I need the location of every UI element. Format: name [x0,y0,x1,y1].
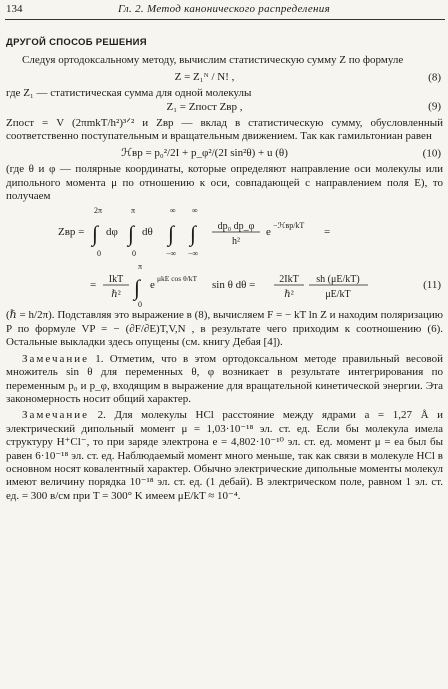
paragraph-intro: Следуя ортодоксальному методу, вычислим статистическую сумму Z по формуле [22,54,404,67]
eq11-line2-integral-upper: π [138,262,143,272]
equation-9-body: Z₁ = Zпост Zвр , [166,100,243,113]
equation-11-number: (11) [423,279,441,292]
note-2 [6,409,443,503]
paragraph-polar-coordinates: (где θ и φ — полярные координаты, которые определяют направление оси молекулы или дипольного момента μ по отношению к оси, совпадающей с направлением поля E), то получаем [6,163,443,203]
equation-8-number: (8) [428,70,441,83]
eq11-trailing-equals: = [324,226,331,239]
eq11-line2-equals: = [90,279,97,292]
equation-9-number: (9) [428,100,441,113]
integral-p0-upper: ∞ [170,206,176,216]
eq11-line2-exponential-base: e [150,279,155,292]
eq11-line2-frac1-denominator: ℏ² [111,289,121,301]
eq11-fraction-denominator: h² [232,236,240,248]
integral-pphi-upper: ∞ [192,206,198,216]
note-1-label: Замечание [22,352,90,365]
note-1 [6,353,443,407]
header-rule [5,19,445,20]
equation-8-body: Z = Z₁ᴺ / N! , [174,70,235,83]
integral-sign-p0: ∫ [168,221,175,247]
eq11-line2-frac1-numerator: IkT [108,274,124,286]
integral-phi-lower: 0 [97,249,101,259]
integral-p0-lower: −∞ [166,249,177,259]
eq11-exponent: −ℋвр/kT [273,221,305,231]
eq11-line2-frac3-denominator: μE/kT [325,289,351,301]
eq11-lhs: Zвр = [58,226,85,239]
section-title: ДРУГОЙ СПОСОБ РЕШЕНИЯ [6,37,147,48]
page-body [6,36,443,503]
equation-8 [6,71,443,84]
page-number: 134 [6,3,23,15]
eq11-line2-frac2-numerator: 2IkT [279,274,299,286]
integral-phi-upper: 2π [94,206,103,216]
note-2-text: 2. Для молекулы HCl расстояние между ядрами a = 1,27 Å и электрический дипольный момент μ = 1,03·10⁻¹⁸ эл. ст. ед. Если бы молекула имела структуру H⁺Cl⁻, то при заряде электрона e = 4,802·10⁻¹⁰ эл. ст. ед. момент μ = ea был бы равен 6·10⁻¹⁸ эл. ст. ед. Наблюдаемый момент много меньше, так как связи в молекуле HCl в основном носят ковалентный характер. Обычно электрические дипольные моменты молекул имеют величину порядка 10⁻¹⁸ эл. ст. ед. (1 дебай). В электрическом поле, равном 1 эл. ст. ед. = 300 в/см при T = 300° K имеем μE/kT ≈ 10⁻⁴. [6,409,443,502]
equation-10 [6,147,443,160]
note-2-label: Замечание [22,409,90,422]
note-1-text: 1. Отметим, что в этом ортодоксальном методе правильный весовой множитель sin θ для переменных θ, φ возникает в результате интегрирования по переменным p₀ и p_φ, входящим в выражение для вращательной кинетической энергии. Эта закономерность носит общий характер. [6,352,443,405]
integral-sign-theta: ∫ [128,221,135,247]
eq11-line2-frac2-denominator: ℏ² [284,289,294,301]
equation-11-line-2-graphic [6,261,406,309]
running-title: Гл. 2. Метод канонического распределения [117,3,331,15]
integral-sign-phi: ∫ [92,221,99,247]
eq11-line2-frac3-numerator: sh (μE/kT) [316,274,360,286]
eq11-fraction-numerator: dp₀ dp_φ [217,221,255,233]
integral-theta-upper: π [131,206,136,216]
eq11-line2-integral-sign: ∫ [134,275,141,301]
differential-theta: dθ [142,226,153,239]
paragraph-hamiltonian: Zпост = V (2πmkT/h²)³ᐟ² и Zвр — вклад в статистическую сумму, обусловленный соответственно поступательным и вращательным движением. Так как гамильтониан равен [6,117,443,143]
paragraph-z1: где Z₁ — статистическая сумма для одной молекулы [6,87,252,100]
equation-9 [6,101,443,114]
equation-11-line-1-graphic [6,203,443,261]
running-header [0,3,448,19]
eq11-line2-integrand-tail: sin θ dθ = [212,279,256,292]
eq11-line2-integral-lower: 0 [138,300,142,310]
equation-10-number: (10) [422,146,441,159]
eq11-exponential-base: e [266,226,271,239]
differential-phi: dφ [106,226,118,239]
eq11-line2-exponent: μkE cos θ/kT [157,274,198,284]
integral-theta-lower: 0 [132,249,136,259]
integral-pphi-lower: −∞ [188,249,199,259]
integral-sign-pphi: ∫ [190,221,197,247]
equation-10-body: ℋвр = p₀²/2I + p_φ²/(2I sin²θ) + u (θ) [121,146,288,159]
equation-11-line-2 [6,261,443,309]
equation-11-line-1 [6,203,443,261]
paragraph-polarization: (ℏ = h/2π). Подставляя это выражение в (8), вычисляем F = − kT ln Z и находим поляризацию P по формуле VP = − (∂F/∂E)T,V,N , в результате чего приходим к соотношению (6). Остальные выкладки здесь опущены (см. книгу Дебая [4]). [6,309,443,349]
